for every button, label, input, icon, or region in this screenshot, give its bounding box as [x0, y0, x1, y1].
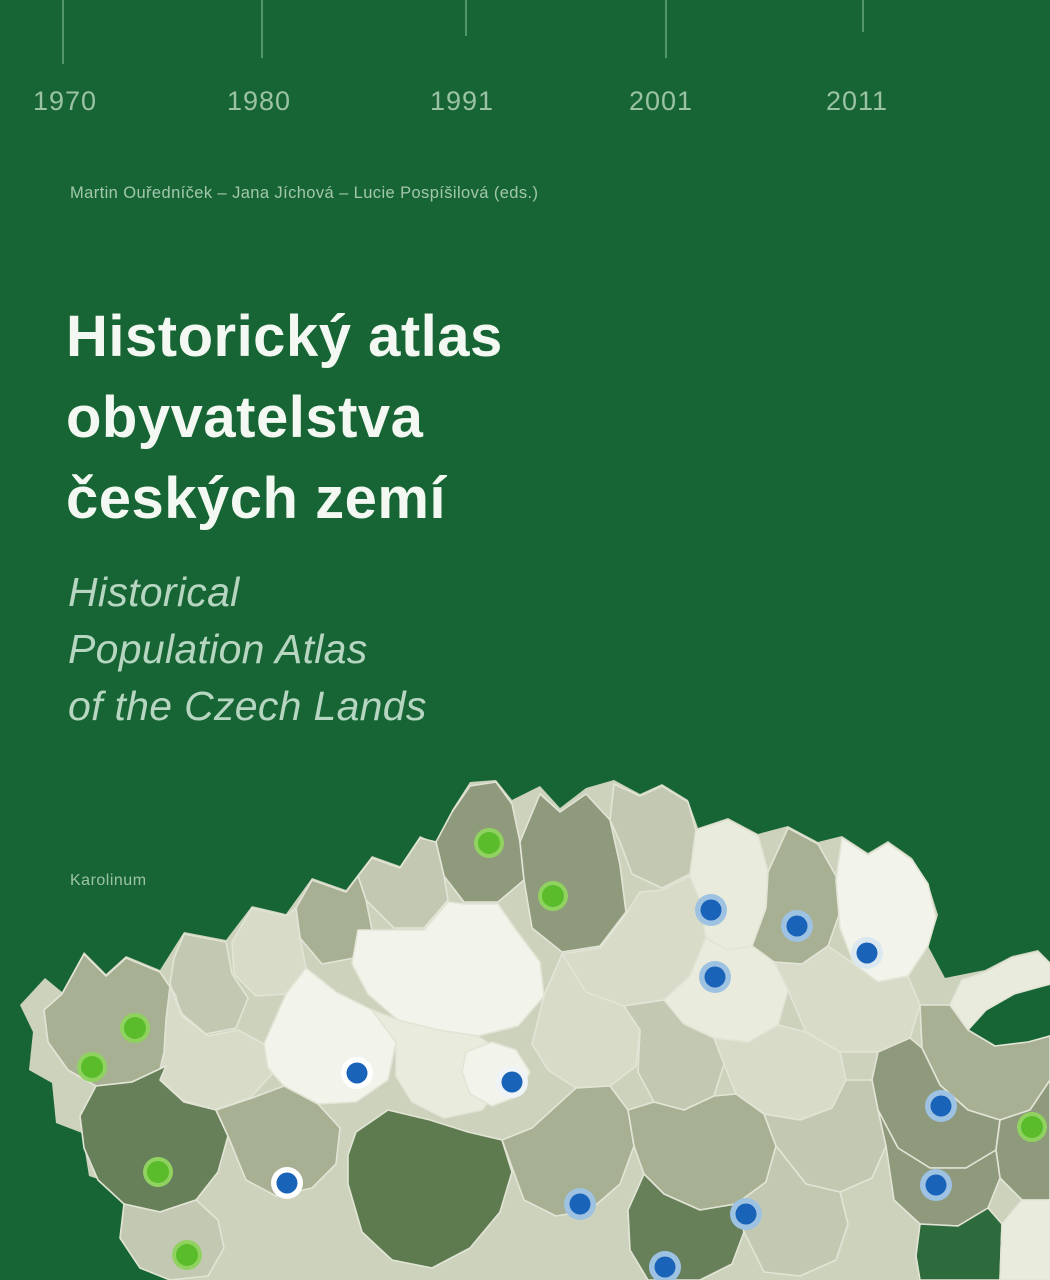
authors-line: Martin Ouředníček – Jana Jíchová – Lucie Pospíšilová (eds.): [70, 184, 539, 202]
city-marker-green: [542, 885, 564, 907]
city-marker-blue: [502, 1072, 523, 1093]
city-marker-green: [1021, 1116, 1043, 1138]
timeline-tick: [862, 0, 864, 32]
subtitle-line: Historical: [68, 569, 240, 615]
czech-districts-map: [0, 780, 1050, 1280]
district: [120, 1200, 224, 1280]
timeline-year: 2011: [825, 86, 889, 116]
city-marker-green: [147, 1161, 169, 1183]
city-marker-blue: [787, 916, 808, 937]
city-marker-green: [176, 1244, 198, 1266]
timeline-year: 1991: [429, 86, 495, 116]
book-title: [66, 296, 503, 539]
city-marker-blue: [705, 967, 726, 988]
timeline-tick: [665, 0, 667, 58]
city-marker-blue: [736, 1204, 757, 1225]
timeline-tick: [261, 0, 263, 58]
title-line: českých zemí: [66, 466, 447, 531]
subtitle-line: Population Atlas: [68, 626, 368, 672]
timeline-tick: [465, 0, 467, 36]
book-subtitle: [68, 564, 427, 735]
timeline-year: 2001: [628, 86, 694, 116]
city-marker-blue: [655, 1257, 676, 1278]
city-marker-blue: [857, 943, 878, 964]
timeline-year: 1980: [226, 86, 292, 116]
publisher-name: Karolinum: [70, 872, 147, 889]
district: [44, 954, 180, 1086]
district: [950, 952, 1050, 1030]
title-line: obyvatelstva: [66, 385, 424, 450]
timeline-year: 1970: [32, 86, 98, 116]
subtitle-line: of the Czech Lands: [68, 683, 427, 729]
title-line: Historický atlas: [66, 304, 503, 369]
timeline-tick: [62, 0, 64, 64]
city-marker-green: [124, 1017, 146, 1039]
city-marker-green: [478, 832, 500, 854]
city-marker-blue: [701, 900, 722, 921]
city-marker-blue: [347, 1063, 368, 1084]
city-marker-blue: [277, 1173, 298, 1194]
city-marker-green: [81, 1056, 103, 1078]
city-marker-blue: [926, 1175, 947, 1196]
city-marker-blue: [570, 1194, 591, 1215]
city-marker-blue: [931, 1096, 952, 1117]
